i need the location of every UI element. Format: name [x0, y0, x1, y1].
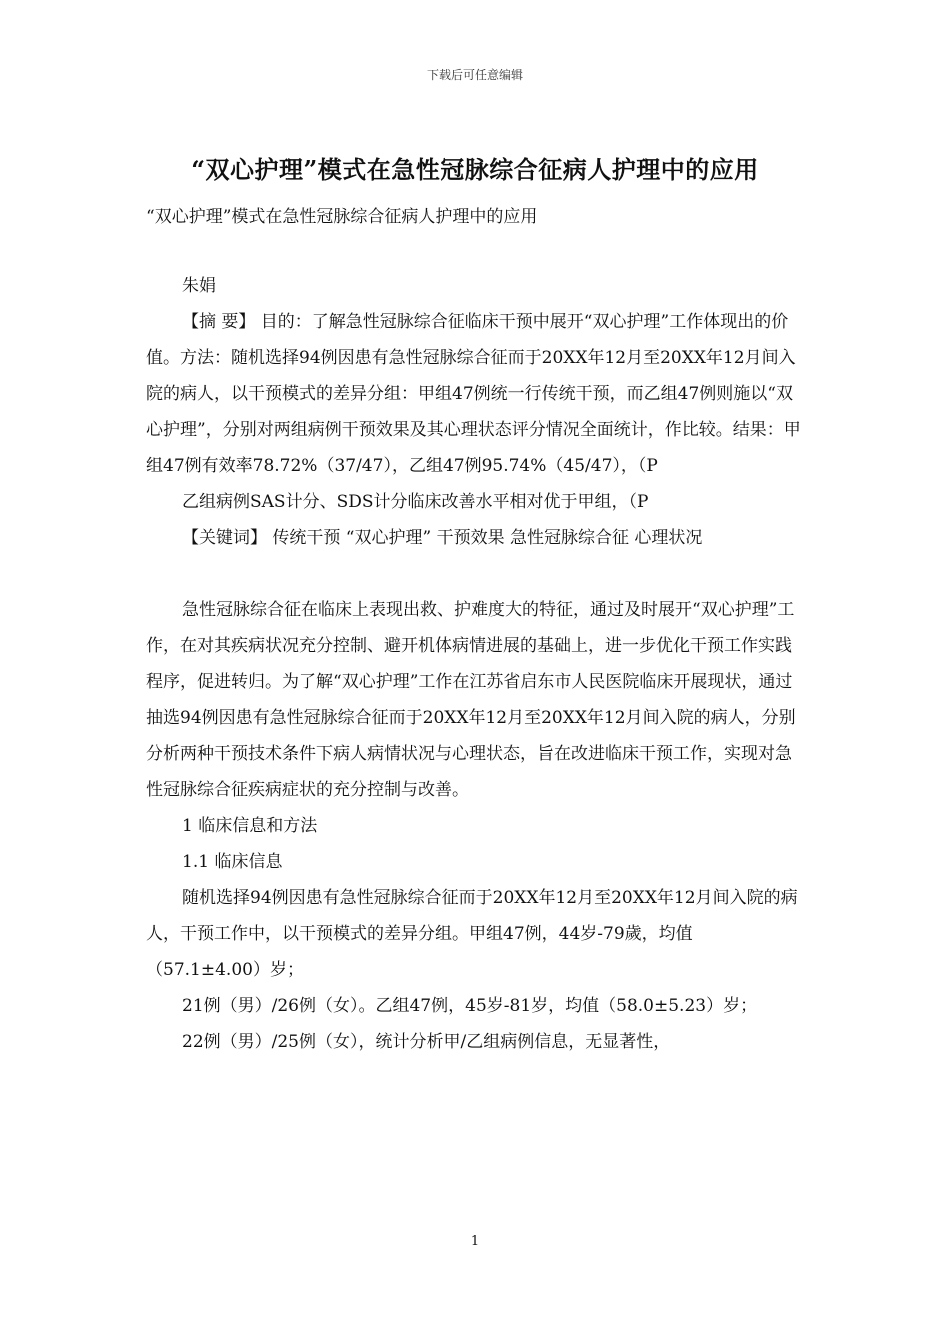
section-heading: 1 临床信息和方法	[182, 816, 318, 836]
document-body	[146, 268, 806, 1060]
document-title: “双心护理”模式在急性冠脉综合征病人护理中的应用	[191, 155, 759, 184]
keywords: 【关键词】 传统干预 “双心护理” 干预效果 急性冠脉综合征 心理状况	[182, 528, 703, 548]
paragraph: 21例（男）/26例（女）。乙组47例，45岁-81岁，均值（58.0±5.23）岁；	[182, 996, 758, 1016]
document-subtitle: “双心护理”模式在急性冠脉综合征病人护理中的应用	[146, 207, 538, 227]
subsection-heading: 1.1 临床信息	[182, 852, 283, 872]
author: 朱娟	[182, 276, 216, 296]
spacer	[146, 556, 806, 592]
header-note: 下载后可任意编辑	[426, 68, 523, 82]
abstract: 【摘 要】 目的：了解急性冠脉综合征临床干预中展开“双心护理”工作体现出的价值。方法：随机选择94例因患有急性冠脉综合征而于20XX年12月至20XX年12月间入院的病人，以干预模式的差异分组：甲组47例统一行传统干预，而乙组47例则施以“双心护理”，分别对两组病例干预效果及其心理状态评分情况全面统计，作比较。结果：甲组47例有效率78.72%（37/47），乙组47例95.74%（45/47），（P	[146, 312, 801, 476]
introduction: 急性冠脉综合征在临床上表现出救、护难度大的特征，通过及时展开“双心护理”工作，在对其疾病状况充分控制、避开机体病情进展的基础上，进一步优化干预工作实践程序，促进转归。为了解“双心护理”工作在江苏省启东市人民医院临床开展现状，通过抽选94例因患有急性冠脉综合征而于20XX年12月至20XX年12月间入院的病人，分别分析两种干预技术条件下病人病情状况与心理状态，旨在改进临床干预工作，实现对急性冠脉综合征疾病症状的充分控制与改善。	[146, 600, 796, 800]
page-number: 1	[470, 1234, 480, 1249]
abstract-continued: 乙组病例SAS计分、SDS计分临床改善水平相对优于甲组，（P	[182, 492, 649, 512]
paragraph: 随机选择94例因患有急性冠脉综合征而于20XX年12月至20XX年12月间入院的病人，干预工作中，以干预模式的差异分组。甲组47例，44岁-79歲，均值（57.1±4.00）岁；	[146, 888, 798, 980]
paragraph: 22例（男）/25例（女），统计分析甲/乙组病例信息，无显著性，	[182, 1032, 671, 1052]
